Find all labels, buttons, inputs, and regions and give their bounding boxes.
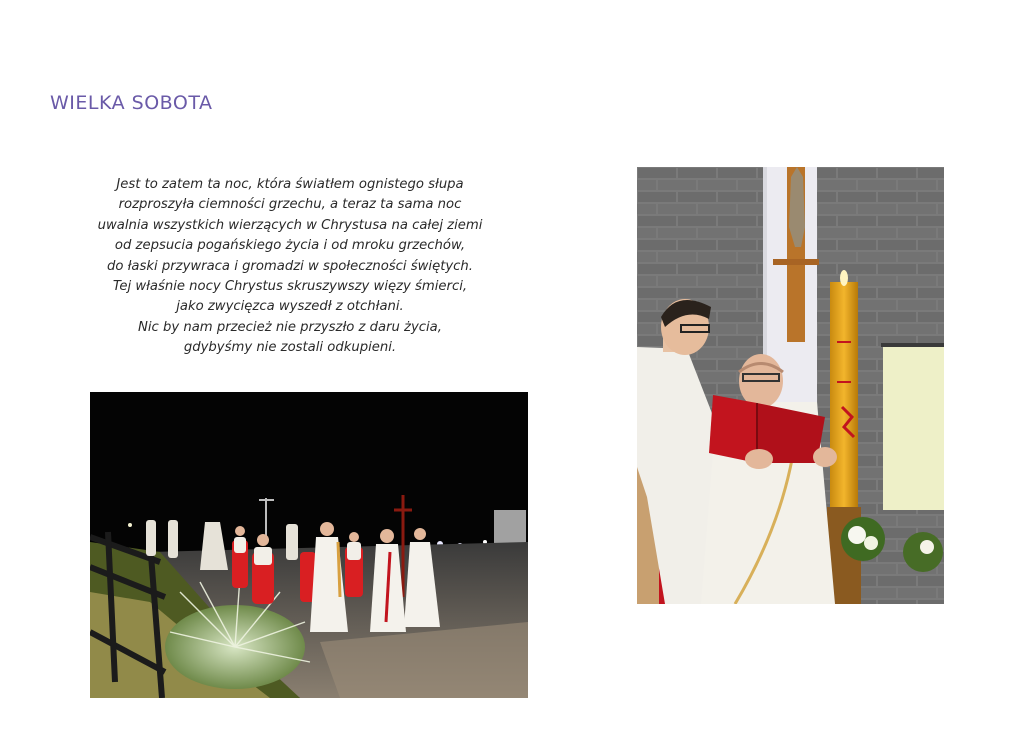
- poem-line: jako zwycięzca wyszedł z otchłani.: [176, 299, 404, 315]
- poem-text: [80, 175, 500, 359]
- procession-photo: [90, 392, 528, 698]
- poem-line: do łaski przywraca i gromadzi w społeczności świętych.: [107, 258, 473, 274]
- poem-line: Jest to zatem ta noc, która światłem ognistego słupa: [116, 177, 464, 192]
- paschal-candle-photo: [637, 167, 944, 604]
- poem-line: Nic by nam przecież nie przyszło z daru życia,: [138, 319, 442, 335]
- poem-line: gdybyśmy nie zostali odkupieni.: [183, 340, 397, 356]
- page-title: WIELKA SOBOTA: [50, 92, 213, 114]
- poem-line: uwalnia wszystkich wierzących w Chrystusa na całej ziemi: [97, 217, 483, 233]
- poem-line: od zepsucia pogańskiego życia i od mroku grzechów,: [114, 238, 466, 254]
- poem-line: Tej właśnie nocy Chrystus skruszywszy więzy śmierci,: [112, 279, 468, 295]
- poem-line: rozproszyła ciemności grzechu, a teraz ta sama noc: [118, 197, 462, 213]
